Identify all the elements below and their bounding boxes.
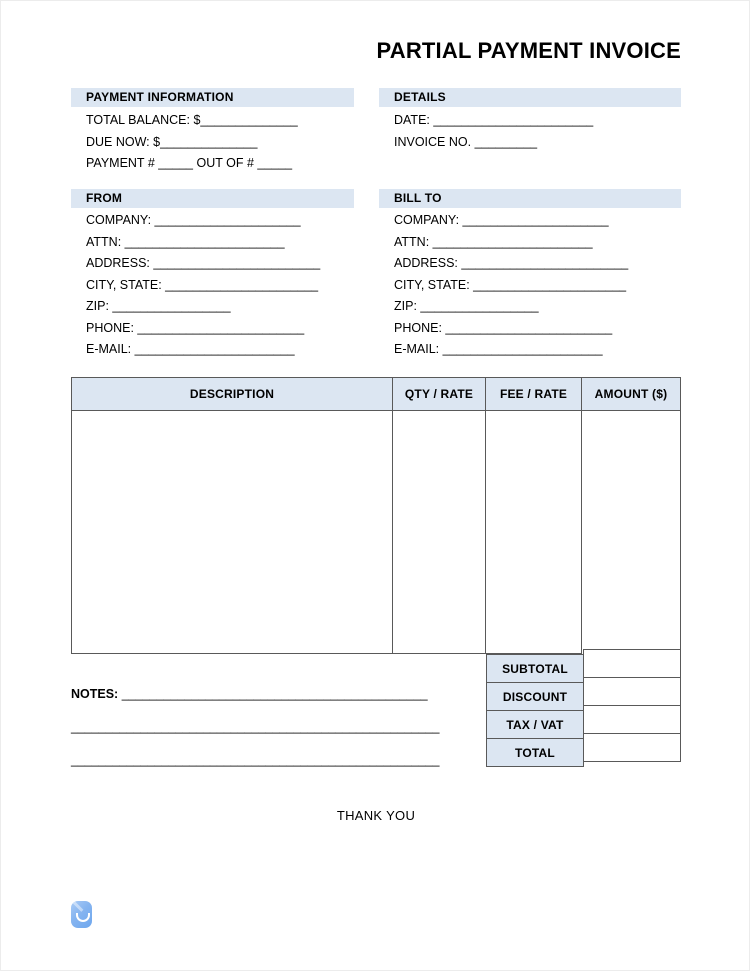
from-phone-field: PHONE: ________________________ <box>86 320 305 335</box>
payment-information-fields <box>86 110 298 175</box>
date-field: DATE: _______________________ <box>394 113 594 127</box>
from-attn-field: ATTN: _______________________ <box>86 234 285 249</box>
from-header: FROM <box>71 189 354 208</box>
qty-rate-body-cell <box>393 411 486 654</box>
fee-rate-body-cell <box>486 411 582 654</box>
payment-information-header: PAYMENT INFORMATION <box>71 88 354 107</box>
column-header-amount: AMOUNT ($) <box>582 378 680 411</box>
column-header-description: DESCRIPTION <box>72 378 393 411</box>
discount-label: DISCOUNT <box>486 682 584 711</box>
bill-to-fields <box>394 210 628 361</box>
from-fields <box>86 210 320 361</box>
summary-labels <box>486 654 584 767</box>
bill-to-address-field: ADDRESS: ________________________ <box>394 256 629 270</box>
items-table <box>71 377 681 654</box>
total-balance-field: TOTAL BALANCE: $______________ <box>86 113 298 127</box>
from-email-field: E-MAIL: _______________________ <box>86 342 295 356</box>
column-header-fee-rate: FEE / RATE <box>486 378 582 411</box>
invoice-no-field: INVOICE NO. _________ <box>394 134 538 149</box>
from-city-state-field: CITY, STATE: ______________________ <box>86 277 319 292</box>
from-company-field: COMPANY: _____________________ <box>86 213 301 227</box>
bill-to-email-field: E-MAIL: _______________________ <box>394 342 603 356</box>
bill-to-company-field: COMPANY: _____________________ <box>394 213 609 227</box>
notes-blank-1: ____________________________________________ <box>121 687 428 701</box>
thank-you-text: THANK YOU <box>336 808 416 823</box>
document-watermark-icon <box>71 901 92 928</box>
from-zip-field: ZIP: _________________ <box>86 299 231 313</box>
total-label: TOTAL <box>486 738 584 767</box>
details-fields <box>394 110 593 153</box>
bill-to-attn-field: ATTN: _______________________ <box>394 234 593 249</box>
page-title: PARTIAL PAYMENT INVOICE <box>376 38 681 63</box>
subtotal-label: SUBTOTAL <box>486 654 584 683</box>
tax-vat-label: TAX / VAT <box>486 710 584 739</box>
amount-body-cell <box>582 411 680 654</box>
summary-value-cells <box>583 649 681 762</box>
bill-to-city-state-field: CITY, STATE: ______________________ <box>394 277 627 292</box>
bill-to-phone-field: PHONE: ________________________ <box>394 320 613 335</box>
notes-line-2: _____________________________________________________ <box>71 720 440 734</box>
total-value-cell <box>583 733 681 762</box>
tax-vat-value-cell <box>583 705 681 734</box>
bill-to-zip-field: ZIP: _________________ <box>394 299 539 313</box>
subtotal-value-cell <box>583 649 681 678</box>
from-address-field: ADDRESS: ________________________ <box>86 256 321 270</box>
description-body-cell <box>72 411 393 654</box>
notes-line-1 <box>71 684 428 704</box>
due-now-field: DUE NOW: $______________ <box>86 134 258 149</box>
discount-value-cell <box>583 677 681 706</box>
notes-label: NOTES: <box>71 687 119 701</box>
details-header: DETAILS <box>379 88 681 107</box>
notes-line-3: _____________________________________________________ <box>71 753 440 767</box>
column-header-qty-rate: QTY / RATE <box>393 378 486 411</box>
bill-to-header: BILL TO <box>379 189 681 208</box>
payment-number-field: PAYMENT # _____ OUT OF # _____ <box>86 156 293 170</box>
